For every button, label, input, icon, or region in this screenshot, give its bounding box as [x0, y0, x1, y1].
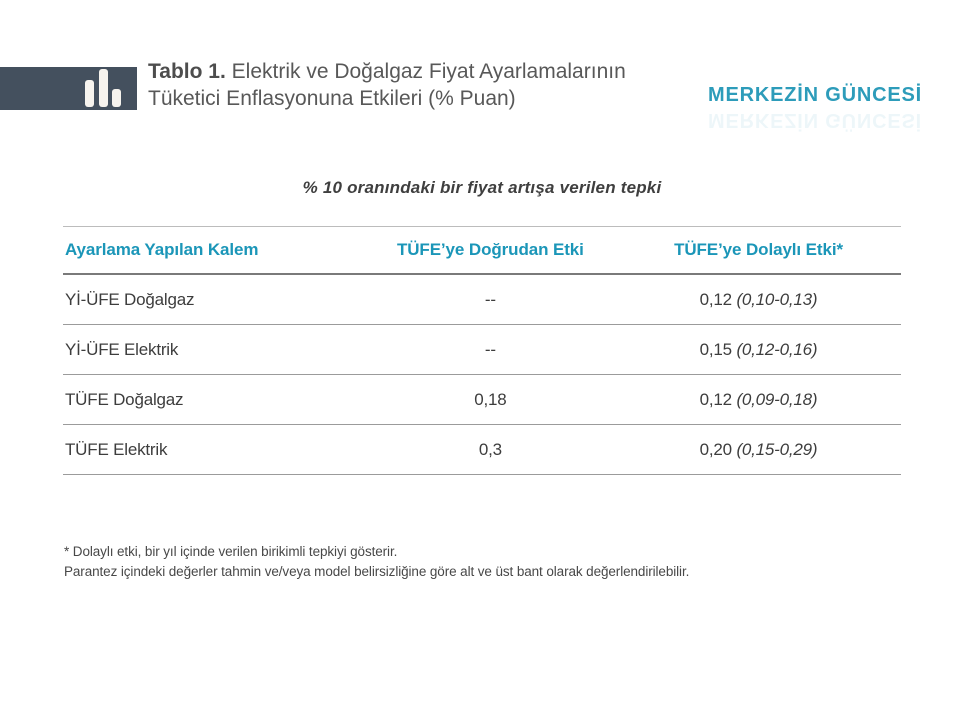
- indirect-effect-value: [616, 340, 901, 360]
- bar-chart-icon-bar: [85, 80, 94, 107]
- table-row: [63, 325, 901, 375]
- indirect-effect-value: [616, 390, 901, 410]
- table-subtitle: % 10 oranındaki bir fiyat artışa verilen tepki: [302, 178, 662, 197]
- row-item-label: TÜFE Elektrik: [65, 439, 168, 459]
- data-table: [63, 226, 901, 475]
- indirect-range: (0,10-0,13): [736, 289, 818, 309]
- direct-effect-value: --: [484, 289, 496, 309]
- page-title-line2: Tüketici Enflasyonuna Etkileri (% Puan): [148, 87, 516, 110]
- footnote-line1: * Dolaylı etki, bir yıl içinde verilen birikimli tepkiyi gösterir.: [64, 544, 398, 559]
- indirect-point-estimate: 0,15: [699, 339, 732, 359]
- bar-chart-icon-bar: [112, 89, 121, 107]
- indirect-range: (0,15-0,29): [736, 439, 818, 459]
- bar-chart-icon-bar: [99, 69, 108, 107]
- title-text-line1: Elektrik ve Doğalgaz Fiyat Ayarlamalarının: [231, 60, 626, 83]
- table-number-label: Tablo 1.: [148, 60, 226, 83]
- direct-effect-value: 0,18: [474, 389, 507, 409]
- table-row: [63, 275, 901, 325]
- row-item-label: TÜFE Doğalgaz: [65, 389, 184, 409]
- footnotes: [64, 542, 904, 582]
- brand-wordmark: MERKEZİN GÜNCESİ: [708, 84, 922, 106]
- column-header-indirect-effect: TÜFE’ye Dolaylı Etki*: [674, 240, 843, 259]
- indirect-point-estimate: 0,12: [699, 289, 732, 309]
- page-title-line1: [148, 58, 626, 85]
- table-row: [63, 425, 901, 475]
- logo-block: [0, 67, 137, 110]
- indirect-point-estimate: 0,12: [699, 389, 732, 409]
- table-row: [63, 375, 901, 425]
- page-title: [148, 58, 626, 112]
- bar-chart-icon: [85, 69, 123, 107]
- column-header-item: Ayarlama Yapılan Kalem: [65, 240, 259, 259]
- direct-effect-value: 0,3: [478, 439, 502, 459]
- brand-wordmark-reflection: MERKEZİN GÜNCESİ: [708, 109, 922, 131]
- table-header-row: [63, 227, 901, 275]
- indirect-point-estimate: 0,20: [699, 439, 732, 459]
- column-header-direct-effect: TÜFE’ye Doğrudan Etki: [396, 240, 584, 259]
- footnote-line2: Parantez içindeki değerler tahmin ve/veya model belirsizliğine göre alt ve üst bant olarak değerlendirilebilir.: [64, 564, 690, 579]
- direct-effect-value: --: [484, 339, 496, 359]
- indirect-effect-value: [616, 290, 901, 310]
- indirect-range: (0,09-0,18): [736, 389, 818, 409]
- row-item-label: Yİ-ÜFE Doğalgaz: [65, 289, 195, 309]
- row-item-label: Yİ-ÜFE Elektrik: [65, 339, 179, 359]
- indirect-range: (0,12-0,16): [736, 339, 818, 359]
- indirect-effect-value: [616, 440, 901, 460]
